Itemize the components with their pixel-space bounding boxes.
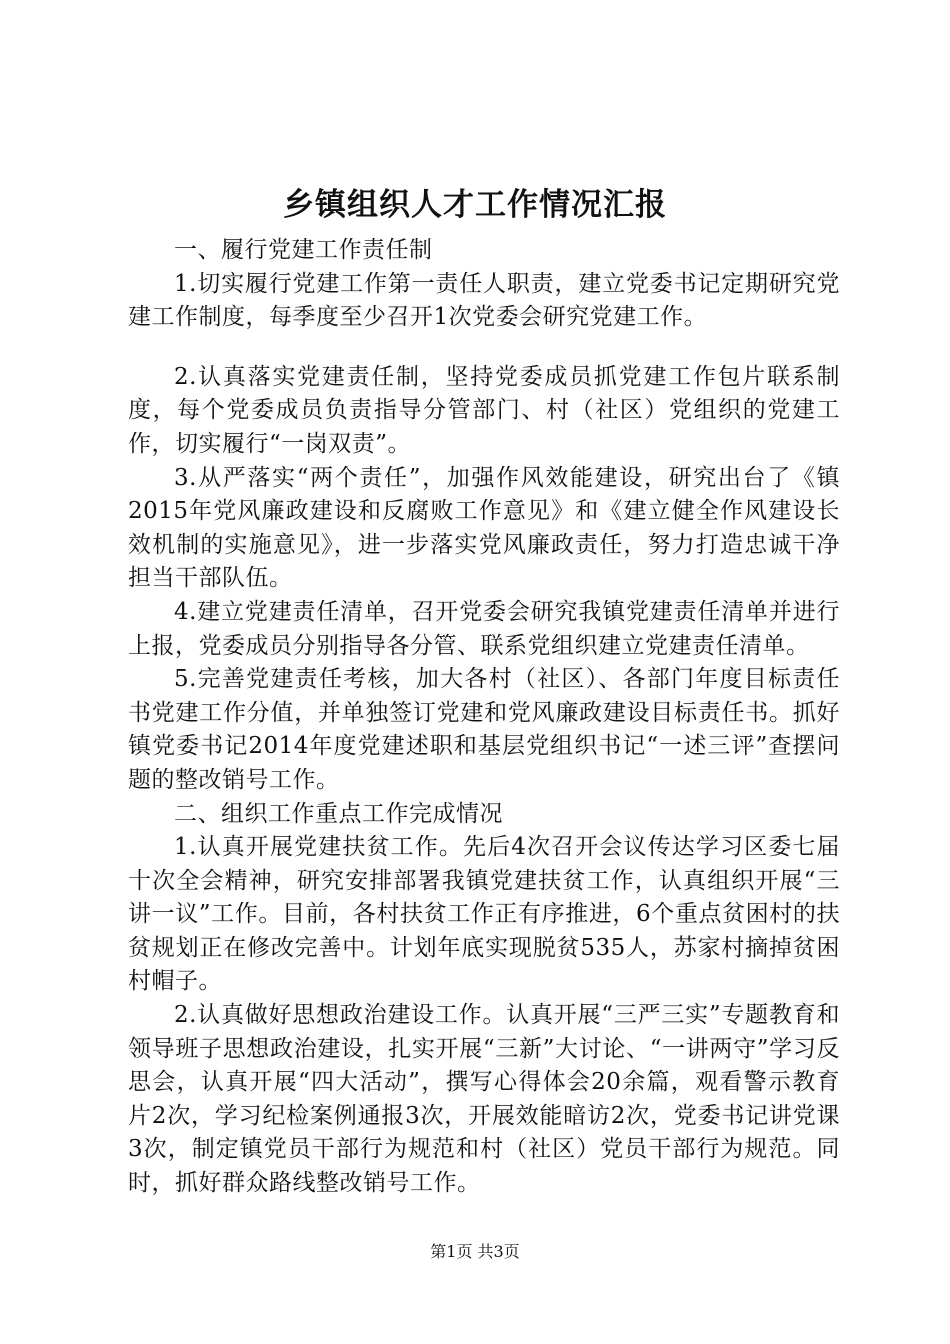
paragraph-1-5: 5.完善党建责任考核，加大各村（社区）、各部门年度目标责任书党建工作分值，并单独签订党建和党风廉政建设目标责任书。抓好镇党委书记2014年度党建述职和基层党组织书记“一述三评”查摆问题的整改销号工作。 bbox=[128, 666, 840, 793]
page-footer: 第1页 共3页 bbox=[430, 1242, 520, 1261]
document-body bbox=[128, 234, 840, 1201]
paragraph-1-3: 3.从严落实“两个责任”，加强作风效能建设，研究出台了《镇2015年党风廉政建设和反腐败工作意见》和《建立健全作风建设长效机制的实施意见》，进一步落实党风廉政责任，努力打造忠诚干净担当干部队伍。 bbox=[128, 464, 840, 592]
document-title: 乡镇组织人才工作情况汇报 bbox=[283, 187, 667, 223]
paragraph-2-2: 2.认真做好思想政治建设工作。认真开展“三严三实”专题教育和领导班子思想政治建设，扎实开展“三新”大讨论、“一讲两守”学习反思会，认真开展“四大活动”，撰写心得体会20余篇，观看警示教育片2次，学习纪检案例通报3次，开展效能暗访2次，党委书记讲党课3次，制定镇党员干部行为规范和村（社区）党员干部行为规范。同时，抓好群众路线整改销号工作。 bbox=[128, 1002, 840, 1197]
section-heading-2: 二、组织工作重点工作完成情况 bbox=[174, 800, 503, 827]
section-heading-1: 一、履行党建工作责任制 bbox=[174, 237, 433, 263]
paragraph-2-1: 1.认真开展党建扶贫工作。先后4次召开会议传达学习区委七届十次全会精神，研究安排部署我镇党建扶贫工作，认真组织开展“三讲一议”工作。目前，各村扶贫工作正有序推进，6个重点贫困村的扶贫规划正在修改完善中。计划年底实现脱贫535人，苏家村摘掉贫困村帽子。 bbox=[128, 834, 840, 995]
paragraph-1-1: 1.切实履行党建工作第一责任人职责，建立党委书记定期研究党建工作制度，每季度至少召开1次党委会研究党建工作。 bbox=[128, 270, 840, 331]
paragraph-1-2: 2.认真落实党建责任制，坚持党委成员抓党建工作包片联系制度，每个党委成员负责指导分管部门、村（社区）党组织的党建工作，切实履行“一岗双责”。 bbox=[128, 363, 840, 457]
paragraph-1-4: 4.建立党建责任清单，召开党委会研究我镇党建责任清单并进行上报，党委成员分别指导各分管、联系党组织建立党建责任清单。 bbox=[128, 598, 840, 659]
